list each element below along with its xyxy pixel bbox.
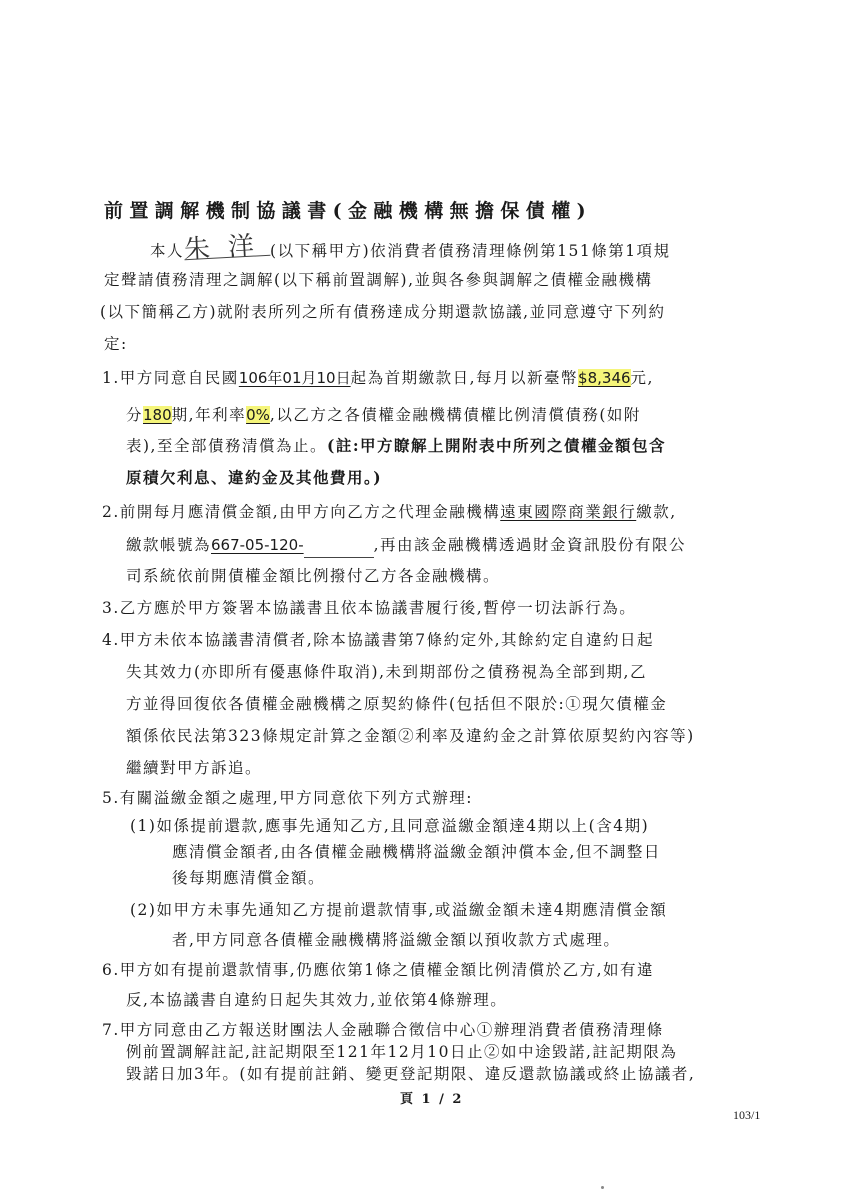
intro-line-3: (以下簡稱乙方)就附表所列之所有債務達成分期還款協議,並同意遵守下列約 [100, 303, 666, 321]
item-4-line-5: 繼續對甲方訴追。 [126, 759, 263, 777]
item-5-sub-1-line-2: 應清償金額者,由各債權金融機構將溢繳金額沖償本金,但不調整日 [172, 843, 661, 861]
item-4-line-3: 方並得回復依各債權金融機構之原契約條件(包括但不限於:①現欠債權金 [126, 695, 668, 713]
intro-line-4: 定: [104, 335, 128, 353]
item-1-line-3: 表),至全部債務清償為止。(註:甲方瞭解上開附表中所列之債權金額包含 [126, 436, 667, 455]
item-2-line-3: 司系統依前開債權金額比例撥付乙方各金融機構。 [126, 567, 501, 585]
account-number: 667-05-120- [211, 536, 304, 554]
item-1-line-4: 原積欠利息、違約金及其他費用。) [126, 468, 383, 487]
handwritten-signature: 朱洋 [183, 230, 273, 266]
item-2-line-1: 2.前開每月應清償金額,由甲方向乙方之代理金融機構遠東國際商業銀行繳款, [102, 503, 677, 521]
note-text: (註:甲方瞭解上開附表中所列之債權金額包含 [326, 436, 667, 455]
form-code: 103/1 [733, 1108, 761, 1122]
item-3-line-1: 3.乙方應於甲方簽署本協議書且依本協議書履行後,暫停一切法訴行為。 [102, 599, 637, 617]
item-7-line-2: 例前置調解註記,註記期限至121年12月10日止②如中途毀諾,註記期限為 [126, 1043, 678, 1061]
scan-speck [601, 1186, 604, 1189]
item-5-sub-2-line-1: (2)如甲方未事先通知乙方提前還款情事,或溢繳金額未達4期應清償金額 [130, 901, 668, 919]
item-4-line-2: 失其效力(亦即所有優惠條件取消),未到期部份之債務視為全部到期,乙 [126, 663, 647, 681]
start-date: 106年01月10日 [238, 369, 351, 387]
item-1-line-2: 分180期,年利率0%,以乙方之各債權金融機構債權比例清償債務(如附 [126, 406, 641, 424]
item-7-line-1: 7.甲方同意由乙方報送財團法人金融聯合徵信中心①辦理消費者債務清理條 [102, 1021, 664, 1039]
item-5-sub-1-line-3: 後每期應清償金額。 [172, 869, 326, 887]
account-blank [304, 533, 374, 558]
monthly-amount: $8,346 [578, 369, 631, 387]
intro-line-2: 定聲請債務清理之調解(以下稱前置調解),並與各參與調解之債權金融機構 [104, 271, 653, 289]
installment-periods: 180 [143, 406, 172, 424]
item-1-line-1: 1.甲方同意自民國106年01月10日起為首期繳款日,每月以新臺幣$8,346元, [102, 369, 654, 387]
intro-line-1: 本人朱洋(以下稱甲方)依消費者債務清理條例第151條第1項規 [150, 230, 671, 266]
item-7-line-3: 毀諾日加3年。(如有提前註銷、變更登記期限、違反還款協議或終止協議者, [126, 1065, 696, 1083]
item-4-line-4: 額係依民法第323條規定計算之金額②利率及違約金之計算依原契約內容等) [126, 727, 695, 745]
item-5-line-1: 5.有關溢繳金額之處理,甲方同意依下列方式辦理: [102, 789, 473, 807]
interest-rate: 0% [246, 406, 270, 424]
item-4-line-1: 4.甲方未依本協議書清償者,除本協議書第7條約定外,其餘約定自違約日起 [102, 631, 655, 649]
item-5-sub-2-line-2: 者,甲方同意各債權金融機構將溢繳金額以預收款方式處理。 [172, 931, 621, 949]
item-6-line-1: 6.甲方如有提前還款情事,仍應依第1條之債權金額比例清償於乙方,如有違 [102, 961, 655, 979]
agent-bank: 遠東國際商業銀行 [500, 503, 637, 521]
item-5-sub-1-line-1: (1)如係提前還款,應事先通知乙方,且同意溢繳金額達4期以上(含4期) [130, 817, 650, 835]
item-2-line-2: 繳款帳號為667-05-120- ,再由該金融機構透過財金資訊股份有限公 [126, 533, 686, 558]
page-number: 頁 1 / 2 [400, 1092, 464, 1107]
item-6-line-2: 反,本協議書自違約日起失其效力,並依第4條辦理。 [126, 991, 508, 1009]
page-title: 前置調解機制協議書(金融機構無擔保債權) [104, 200, 592, 222]
